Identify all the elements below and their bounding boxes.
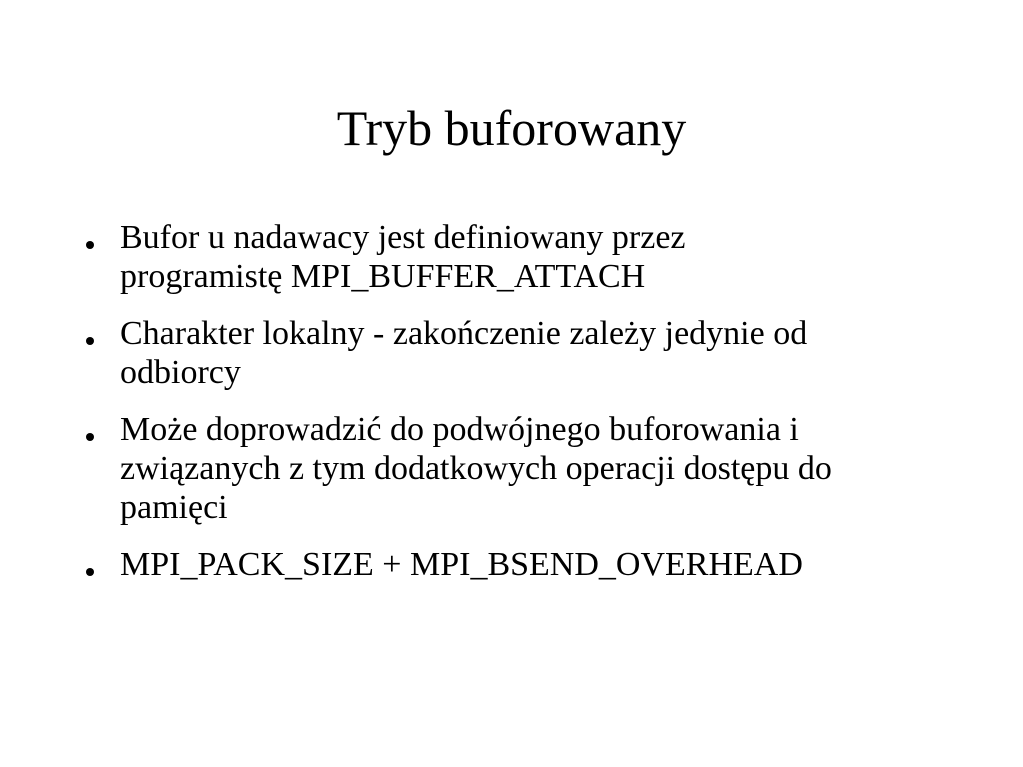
list-item — [82, 545, 997, 584]
bullet-dot-icon — [82, 314, 102, 353]
bullet-dot-icon — [82, 545, 102, 584]
list-item — [82, 314, 997, 392]
slide-title: Tryb buforowany — [336, 100, 687, 156]
list-item — [82, 410, 997, 527]
bullet-list — [82, 218, 997, 584]
list-item — [82, 218, 997, 296]
bullet-dot-icon — [82, 218, 102, 257]
bullet-text-line: MPI_PACK_SIZE + MPI_BSEND_OVERHEAD — [120, 546, 803, 583]
bullet-text-line: Charakter lokalny - zakończenie zależy jedynie od — [120, 315, 808, 352]
bullet-text-line: odbiorcy — [120, 354, 241, 391]
bullet-text-line: związanych z tym dodatkowych operacji dostępu do — [120, 450, 832, 487]
bullet-text-line: pamięci — [120, 489, 228, 526]
bullet-dot-icon — [82, 410, 102, 449]
bullet-text-line: Bufor u nadawacy jest definiowany przez — [120, 219, 686, 256]
bullet-text-line: Może doprowadzić do podwójnego buforowania i — [120, 411, 799, 448]
bullet-text-line: programistę MPI_BUFFER_ATTACH — [120, 258, 646, 295]
